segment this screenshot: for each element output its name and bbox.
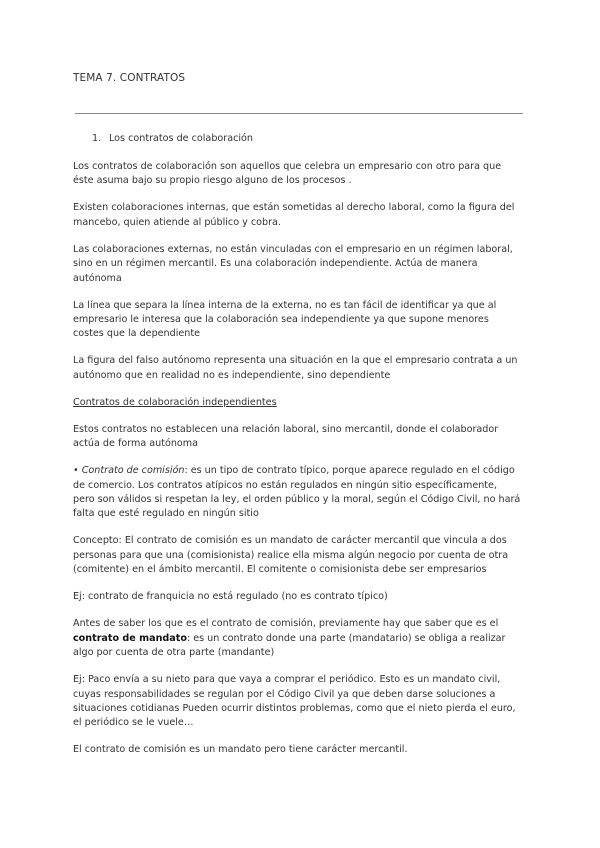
- numbered-section-heading: [92, 133, 253, 144]
- paragraph: Las colaboraciones externas, no están vinculadas con el empresario en un régimen laboral, sino en un régimen mercantil. Es una colaboración independiente. Actúa de manera autónoma: [73, 243, 513, 284]
- section-label: Los contratos de colaboración: [109, 133, 253, 144]
- paragraph: Concepto: El contrato de comisión es un mandato de carácter mercantil que vincula a dos personas para que una (comisionista) realice ella misma algún negocio por cuenta de otra (comitente) en el ámbito mercantil. El comitente o comisionista debe ser empresarios: [73, 535, 509, 576]
- bullet-paragraph: [73, 464, 521, 522]
- horizontal-divider: [75, 113, 523, 114]
- term-italic: Contrato de comisión: [81, 465, 185, 477]
- paragraph-text: Antes de saber los que es el contrato de comisión, previamente hay que saber que es el: [73, 618, 499, 630]
- subheading: Contratos de colaboración independientes: [73, 396, 277, 408]
- page-title: TEMA 7. CONTRATOS: [73, 72, 186, 84]
- paragraph-text: : es un contrato donde una parte (mandatario) se obliga a realizar algo por cuenta de otra parte (mandante): [73, 632, 506, 659]
- paragraph: Ej: Paco envía a su nieto para que vaya a comprar el periódico. Esto es un mandato civil, cuyas responsabilidades se regulan por el Código Civil ya que deben darse soluciones a situaciones cotidianas Pueden ocurrir distintos problemas, como que el nieto pierda el euro, el periódico se le vuele…: [73, 674, 516, 729]
- paragraph: La línea que separa la línea interna de la externa, no es tan fácil de identificar ya que al empresario le interesa que la colaboración sea independiente ya que supone menores costes que la dependiente: [73, 299, 497, 340]
- paragraph: Ej: contrato de franquicia no está regulado (no es contrato típico): [73, 591, 388, 603]
- paragraph: Existen colaboraciones internas, que están sometidas al derecho laboral, como la figura del mancebo, quien atiende al público y cobra.: [73, 202, 515, 228]
- paragraph: El contrato de comisión es un mandato pero tiene carácter mercantil.: [73, 744, 408, 756]
- bullet-marker: •: [73, 465, 82, 477]
- paragraph-text: : es un tipo de contrato típico, porque aparece regulado en el código de comercio. Los contratos atípicos no están regulados en ningún sitio específicamente, pero son válidos si respetan la ley, el orden público y la moral, según el Código Civil, no hará falta que esté regulado en ningún sitio: [73, 465, 521, 520]
- paragraph: Los contratos de colaboración son aquellos que celebra un empresario con otro para que éste asuma bajo su propio riesgo alguno de los procesos .: [73, 161, 502, 187]
- document-body: [73, 160, 521, 770]
- paragraph: [73, 617, 521, 660]
- paragraph: Estos contratos no establecen una relación laboral, sino mercantil, donde el colaborador actúa de forma autónoma: [73, 423, 499, 450]
- term-bold: contrato de mandato: [73, 632, 187, 644]
- section-number: 1.: [92, 133, 102, 144]
- paragraph: La figura del falso autónomo representa una situación en la que el empresario contrata a un autónomo que en realidad no es independiente, sino dependiente: [73, 355, 518, 381]
